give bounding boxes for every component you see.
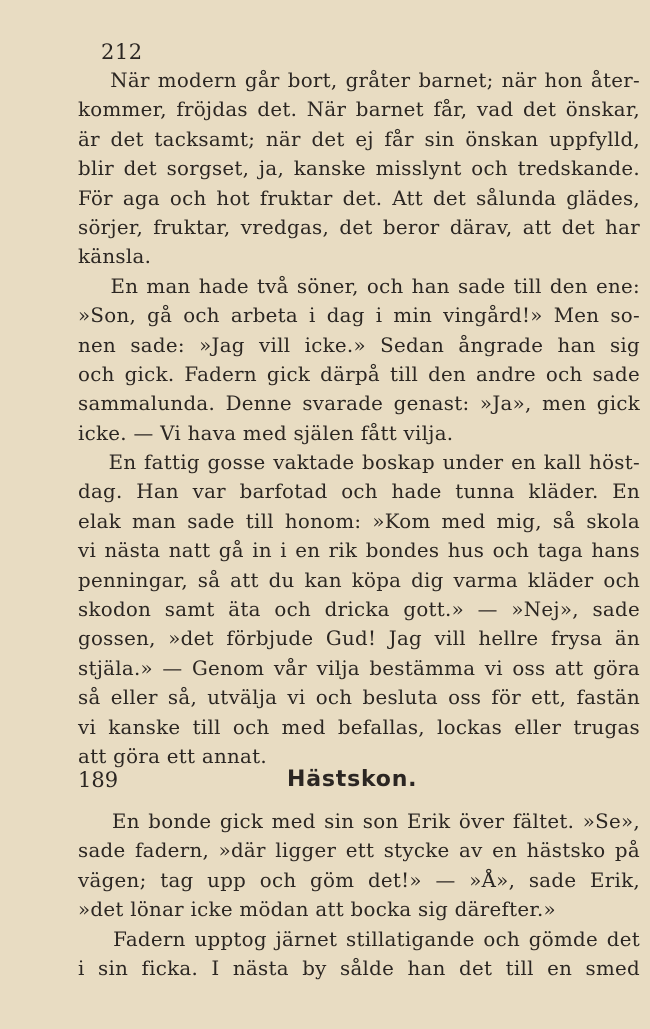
text-line: vi nästa natt gå in i en rik bondes hus och taga hans <box>78 539 640 563</box>
section-header <box>78 764 640 796</box>
text-line: »Son, gå och arbeta i dag i min vingård!» Men so- <box>78 304 640 328</box>
text-line: elak man sade till honom: »Kom med mig, så skola <box>78 509 640 533</box>
text-line: är det tacksamt; när det ej får sin önskan uppfylld, <box>78 127 640 151</box>
text-line: i sin ficka. I nästa by sålde han det till en smed <box>78 956 640 980</box>
paragraph <box>78 66 640 272</box>
section-title: Hästskon. <box>287 767 418 792</box>
text-line: sörjer, fruktar, vredgas, det beror därav, att det har <box>78 215 640 239</box>
text-line: nen sade: »Jag vill icke.» Sedan ångrade han sig <box>78 333 640 357</box>
text-line: För aga och hot fruktar det. Att det sålunda glädes, <box>78 186 640 210</box>
text-line: känsla. <box>78 245 152 269</box>
text-line: vägen; tag upp och göm det!» — »Å», sade Erik, <box>78 868 640 892</box>
text-line: blir det sorgset, ja, kanske misslynt och tredskande. <box>78 157 640 181</box>
paragraph <box>78 807 640 925</box>
text-line: »det lönar icke mödan att bocka sig därefter.» <box>78 898 556 922</box>
text-line: När modern går bort, gråter barnet; när hon åter- <box>78 69 640 92</box>
text-line: dag. Han var barfotad och hade tunna kläder. En <box>78 480 640 504</box>
text-line: En fattig gosse vaktade boskap under en kall höst- <box>78 451 640 475</box>
text-line: skodon samt äta och dricka gott.» — »Nej», sade <box>78 598 640 622</box>
text-line: En man hade två söner, och han sade till den ene: <box>78 274 640 298</box>
text-line: En bonde gick med sin son Erik över fältet. »Se», <box>78 810 640 833</box>
text-line: gossen, »det förbjude Gud! Jag vill hellre frysa än <box>78 627 640 651</box>
paragraph <box>78 448 640 771</box>
body-text <box>78 66 640 771</box>
text-line: penningar, så att du kan köpa dig varma kläder och <box>78 568 640 592</box>
paragraph <box>78 925 640 984</box>
text-line: sammalunda. Denne svarade genast: »Ja», men gick <box>78 392 640 416</box>
text-line: och gick. Fadern gick därpå till den andre och sade <box>78 362 640 386</box>
text-line: kommer, fröjdas det. När barnet får, vad det önskar, <box>78 98 640 122</box>
page-number: 212 <box>101 40 143 64</box>
text-line: att göra ett annat. <box>78 744 267 768</box>
text-line: Fadern upptog järnet stillatigande och gömde det <box>78 927 640 951</box>
text-line: stjäla.» — Genom vår vilja bestämma vi oss att göra <box>78 656 640 680</box>
section-number: 189 <box>78 768 119 792</box>
text-line: vi kanske till och med befallas, lockas eller trugas <box>78 715 640 739</box>
text-line: så eller så, utvälja vi och besluta oss för ett, fastän <box>78 686 640 710</box>
text-line: icke. — Vi hava med själen fått vilja. <box>78 421 454 445</box>
text-line: sade fadern, »där ligger ett stycke av en hästsko på <box>78 839 640 863</box>
paragraph <box>78 272 640 448</box>
section-body-text <box>78 807 640 983</box>
